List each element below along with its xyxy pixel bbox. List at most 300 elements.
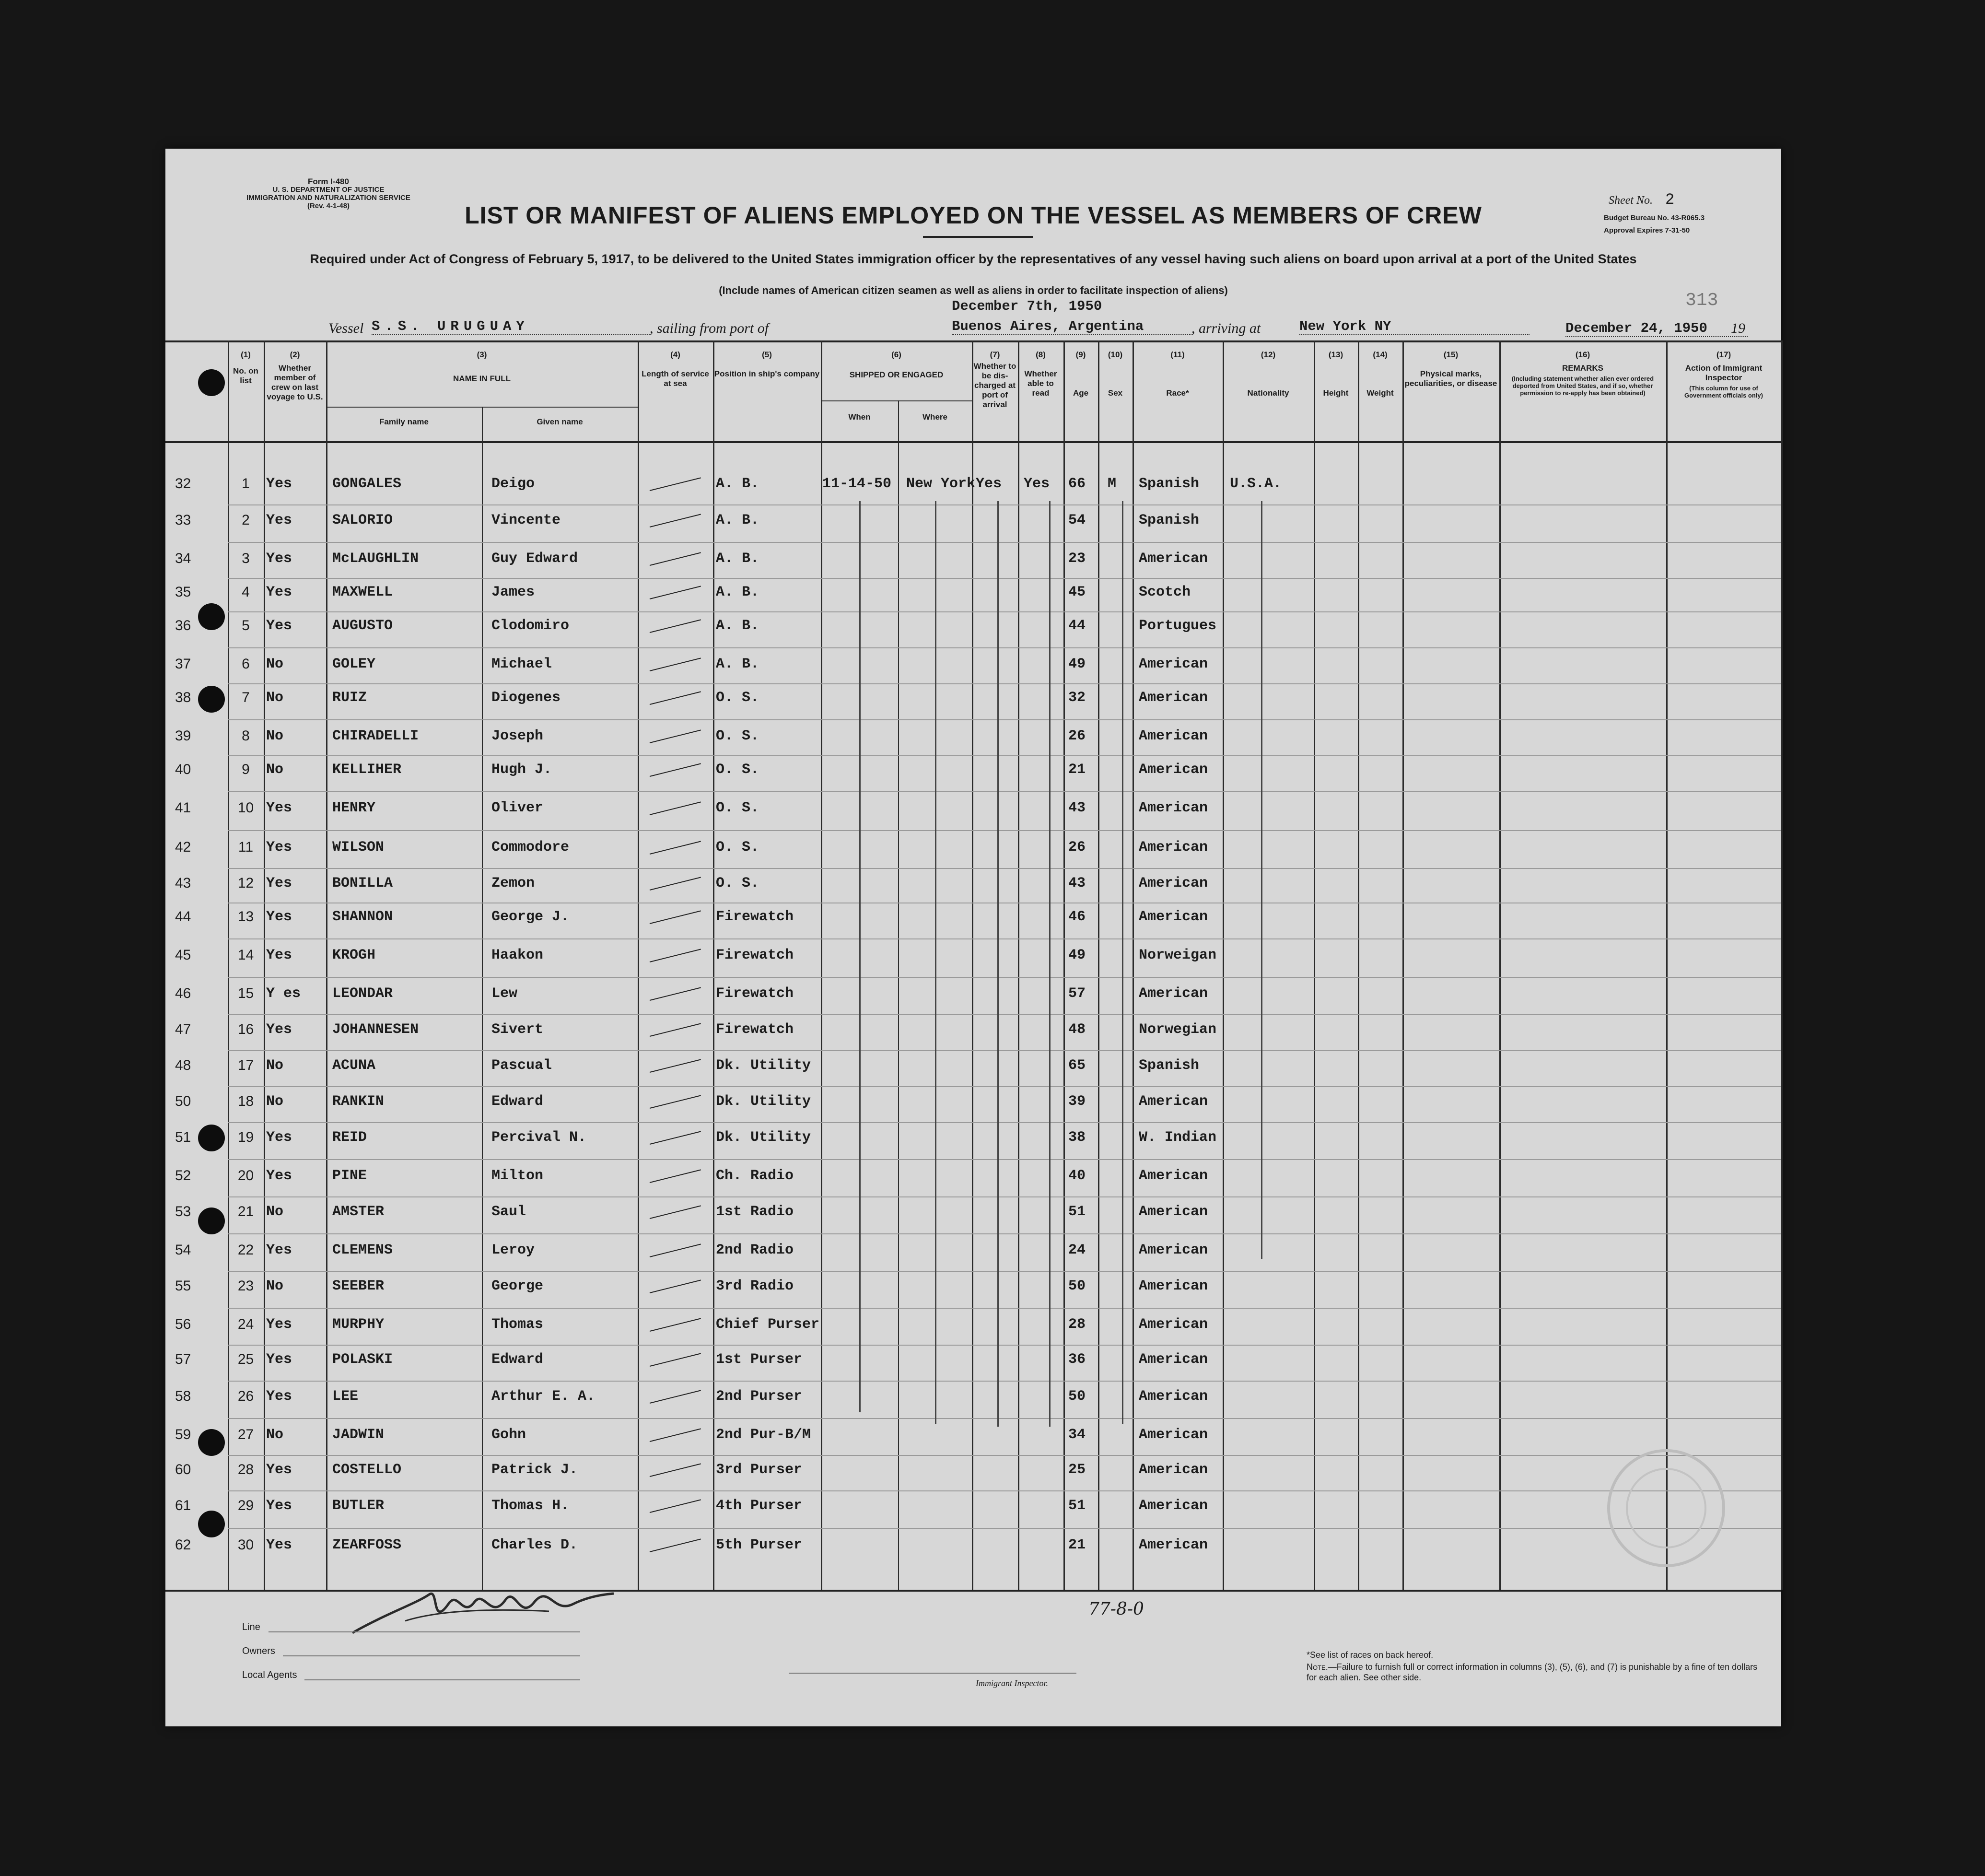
ditto-line [1261, 501, 1262, 1259]
row-margin-number: 37 [175, 656, 191, 672]
col-shipped-number: (6) [891, 350, 901, 359]
col-last-voyage-header [264, 350, 326, 402]
col-weight-number: (14) [1373, 350, 1388, 359]
row-given-name: Clodomiro [491, 618, 570, 634]
row-family-name: WILSON [332, 839, 385, 856]
col-height-header [1314, 350, 1358, 398]
row-position: 4th Purser [716, 1498, 803, 1514]
row-position: 1st Purser [716, 1351, 803, 1368]
row-family-name: GONGALES [332, 476, 402, 492]
col-nationality-header [1223, 350, 1314, 398]
budget-bureau-no: Budget Bureau No. 43-R065.3 [1604, 214, 1705, 222]
col-discharged-header [972, 350, 1018, 410]
ditto-line [935, 501, 936, 1424]
row-family-name: KELLIHER [332, 762, 402, 778]
row-rule [228, 1345, 1781, 1346]
row-family-name: MURPHY [332, 1316, 385, 1333]
row-margin-number: 56 [175, 1316, 191, 1332]
row-list-number: 28 [237, 1462, 254, 1477]
col-service-label: Length of service at sea [642, 369, 709, 388]
col-physical-number: (15) [1443, 350, 1459, 359]
row-race: American [1139, 1242, 1208, 1258]
column-rule [264, 340, 265, 1590]
crew-manifest-sheet [165, 149, 1781, 1726]
row-rule [228, 1490, 1781, 1491]
service-check-mark [650, 1390, 701, 1404]
ditto-line [1049, 501, 1051, 1427]
row-margin-number: 35 [175, 584, 191, 600]
sheet-number-value: 2 [1665, 191, 1675, 209]
binder-hole [198, 603, 225, 630]
binder-hole [198, 1125, 225, 1151]
row-race: American [1139, 839, 1208, 856]
col-where-header: Where [922, 412, 947, 422]
col-service-number: (4) [670, 350, 680, 359]
row-rule [228, 1014, 1781, 1015]
row-last-voyage: Yes [266, 1462, 292, 1478]
service-check-mark [650, 801, 701, 815]
row-position: Ch. Radio [716, 1168, 794, 1184]
row-race: American [1139, 1498, 1208, 1514]
row-rule [228, 647, 1781, 648]
row-race: American [1139, 690, 1208, 706]
row-list-number: 20 [237, 1168, 254, 1184]
shipped-when: 11-14-50 [822, 476, 892, 492]
row-given-name: Charles D. [491, 1537, 578, 1553]
row-age: 51 [1068, 1498, 1086, 1514]
row-family-name: CHIRADELLI [332, 728, 419, 744]
col-discharged-number: (7) [990, 350, 1000, 359]
row-race: American [1139, 1351, 1208, 1368]
row-list-number: 10 [237, 800, 254, 816]
row-list-number: 4 [242, 584, 250, 600]
row-last-voyage: Yes [266, 1168, 292, 1184]
row-race: American [1139, 1168, 1208, 1184]
row-last-voyage: No [266, 1204, 284, 1220]
row-race: American [1139, 1537, 1208, 1553]
row-age: 25 [1068, 1462, 1086, 1478]
row-last-voyage: No [266, 1093, 284, 1110]
row-list-number: 30 [237, 1537, 254, 1553]
able-to-read-value: Yes [1024, 476, 1050, 492]
row-given-name: Deigo [491, 476, 535, 492]
row-family-name: AMSTER [332, 1204, 385, 1220]
row-family-name: SHANNON [332, 909, 393, 925]
row-list-number: 16 [237, 1021, 254, 1037]
row-rule [228, 791, 1781, 792]
row-race: American [1139, 656, 1208, 672]
row-margin-number: 38 [175, 690, 191, 705]
row-position: 3rd Purser [716, 1462, 803, 1478]
service-check-mark [650, 877, 701, 891]
row-last-voyage: Y es [266, 985, 301, 1002]
col-name-number: (3) [477, 350, 487, 359]
row-race: American [1139, 1278, 1208, 1294]
row-position: 2nd Pur-B/M [716, 1427, 811, 1443]
service-check-mark [650, 1169, 701, 1183]
column-rule [1666, 340, 1668, 1590]
manifest-subnote: (Include names of American citizen seamen as well as aliens in order to facilitate inspection of aliens) [719, 284, 1228, 296]
row-last-voyage: Yes [266, 618, 292, 634]
row-race: American [1139, 985, 1208, 1002]
row-position: O. S. [716, 762, 759, 778]
row-age: 50 [1068, 1278, 1086, 1294]
row-rule [228, 504, 1781, 505]
col-read-number: (8) [1036, 350, 1046, 359]
row-rule [228, 611, 1781, 612]
row-position: O. S. [716, 690, 759, 706]
binder-hole [198, 369, 225, 396]
row-rule [228, 1308, 1781, 1309]
row-list-number: 14 [237, 947, 254, 963]
manifest-subtitle: Required under Act of Congress of February 5, 1917, to be delivered to the United States immigration officer by the representatives of any vessel having such aliens on board upon arrival at a port of the United States [310, 252, 1637, 266]
col-action-header [1666, 350, 1781, 399]
row-age: 43 [1068, 875, 1086, 891]
column-rule [1063, 340, 1065, 1590]
row-given-name: Milton [491, 1168, 544, 1184]
row-given-name: Thomas [491, 1316, 544, 1333]
row-race: American [1139, 1316, 1208, 1333]
row-race: American [1139, 1427, 1208, 1443]
row-position: Firewatch [716, 947, 794, 963]
col-position-header [713, 350, 821, 379]
row-race: Spanish [1139, 1057, 1200, 1074]
row-margin-number: 54 [175, 1242, 191, 1258]
row-position: Chief Purser [716, 1316, 820, 1333]
column-rule [326, 340, 327, 1590]
row-given-name: Arthur E. A. [491, 1388, 596, 1405]
row-race: American [1139, 800, 1208, 816]
race-note: *See list of races on back hereof. [1307, 1650, 1434, 1660]
row-age: 66 [1068, 476, 1086, 492]
row-last-voyage: No [266, 762, 284, 778]
row-last-voyage: Yes [266, 839, 292, 856]
row-age: 50 [1068, 1388, 1086, 1405]
sailing-date: December 7th, 1950 [952, 298, 1102, 314]
row-family-name: CLEMENS [332, 1242, 393, 1258]
column-rule [713, 340, 714, 1590]
row-rule [228, 1233, 1781, 1234]
row-rule [228, 938, 1781, 939]
row-position: O. S. [716, 875, 759, 891]
col-sex-header [1098, 350, 1133, 398]
row-age: 26 [1068, 728, 1086, 744]
row-family-name: JOHANNESEN [332, 1021, 419, 1038]
row-rule [228, 1455, 1781, 1456]
row-family-name: LEONDAR [332, 985, 393, 1002]
col-sex-number: (10) [1108, 350, 1123, 359]
row-margin-number: 33 [175, 512, 191, 528]
row-age: 40 [1068, 1168, 1086, 1184]
row-given-name: George J. [491, 909, 570, 925]
shipped-subheader-rule [821, 400, 972, 401]
row-family-name: AUGUSTO [332, 618, 393, 634]
column-rule [1018, 340, 1019, 1590]
row-family-name: SALORIO [332, 512, 393, 528]
binder-hole [198, 1511, 225, 1537]
table-top-rule [165, 340, 1781, 342]
form-revision: (Rev. 4-1-48) [307, 202, 350, 210]
col-height-label: Height [1323, 388, 1349, 398]
failure-note [1307, 1662, 1762, 1683]
row-last-voyage: Yes [266, 1021, 292, 1038]
row-list-number: 3 [242, 551, 250, 566]
col-weight-header [1358, 350, 1402, 398]
row-race: Spanish [1139, 476, 1200, 492]
row-race: American [1139, 1388, 1208, 1405]
col-nationality-label: Nationality [1247, 388, 1289, 398]
row-rule [228, 683, 1781, 684]
service-check-mark [650, 657, 701, 671]
row-last-voyage: No [266, 1057, 284, 1074]
service-check-mark [650, 1243, 701, 1257]
row-given-name: Saul [491, 1204, 526, 1220]
row-position: A. B. [716, 551, 759, 567]
discharged-value: Yes [976, 476, 1002, 492]
department: U. S. DEPARTMENT OF JUSTICE [272, 186, 385, 194]
service-check-mark [650, 1499, 701, 1513]
col-read-header [1018, 350, 1063, 398]
row-list-number: 9 [242, 762, 250, 777]
col-race-header [1133, 350, 1223, 398]
row-race: American [1139, 909, 1208, 925]
row-last-voyage: Yes [266, 1537, 292, 1553]
row-age: 49 [1068, 656, 1086, 672]
row-margin-number: 48 [175, 1057, 191, 1073]
row-family-name: ACUNA [332, 1057, 376, 1074]
row-given-name: Gohn [491, 1427, 526, 1443]
row-family-name: SEEBER [332, 1278, 385, 1294]
row-margin-number: 32 [175, 476, 191, 492]
column-rule [972, 340, 973, 1590]
service-check-mark [650, 763, 701, 777]
service-check-mark [650, 691, 701, 705]
column-rule [1223, 340, 1224, 1590]
row-list-number: 21 [237, 1204, 254, 1219]
row-list-number: 15 [237, 985, 254, 1001]
col-remarks-number: (16) [1575, 350, 1590, 359]
col-last-voyage-number: (2) [290, 350, 300, 359]
sheet-number [1609, 191, 1674, 209]
row-margin-number: 47 [175, 1021, 191, 1037]
col-last-voyage-label: Whether member of crew on last voyage to U.S. [267, 363, 323, 401]
column-rule [821, 340, 822, 1590]
row-last-voyage: No [266, 1278, 284, 1294]
row-last-voyage: Yes [266, 909, 292, 925]
crew-table [165, 340, 1781, 1583]
row-position: 2nd Purser [716, 1388, 803, 1405]
row-rule [228, 1050, 1781, 1051]
col-service-header [638, 350, 713, 388]
row-race: W. Indian [1139, 1129, 1217, 1146]
year-suffix: 19 [1731, 320, 1745, 336]
row-list-number: 5 [242, 618, 250, 633]
row-position: Dk. Utility [716, 1093, 811, 1110]
row-last-voyage: Yes [266, 512, 292, 528]
row-list-number: 18 [237, 1093, 254, 1109]
row-position: A. B. [716, 476, 759, 492]
row-rule [228, 830, 1781, 831]
row-age: 57 [1068, 985, 1086, 1002]
row-family-name: BUTLER [332, 1498, 385, 1514]
col-discharged-label: Whether to be dis-charged at port of arrival [973, 362, 1016, 409]
row-race: American [1139, 1204, 1208, 1220]
stamped-page-number: 313 [1685, 290, 1718, 311]
col-race-number: (11) [1170, 350, 1185, 359]
col-family-name-header: Family name [379, 417, 429, 426]
row-given-name: Oliver [491, 800, 544, 816]
shipped-where: New York [906, 476, 976, 492]
service-check-mark [650, 1205, 701, 1219]
col-shipped-header [821, 350, 972, 380]
row-rule [228, 1086, 1781, 1087]
binder-hole [198, 686, 225, 713]
row-given-name: Leroy [491, 1242, 535, 1258]
service-check-mark [650, 1463, 701, 1477]
row-age: 21 [1068, 1537, 1086, 1553]
arrival-date: December 24, 1950 [1565, 320, 1748, 337]
row-last-voyage: No [266, 1427, 284, 1443]
column-rule [638, 340, 639, 1590]
arriving-label: , arriving at [1191, 320, 1261, 336]
manifest-title: LIST OR MANIFEST OF ALIENS EMPLOYED ON THE VESSEL AS MEMBERS OF CREW [465, 202, 1482, 229]
column-rule [1314, 340, 1315, 1590]
row-rule [228, 1159, 1781, 1160]
row-last-voyage: Yes [266, 1351, 292, 1368]
row-given-name: Zemon [491, 875, 535, 891]
ditto-line [1122, 501, 1123, 1424]
row-family-name: PINE [332, 1168, 367, 1184]
row-margin-number: 43 [175, 875, 191, 891]
row-last-voyage: Yes [266, 800, 292, 816]
failure-note-label: Note. [1307, 1662, 1328, 1672]
service-check-mark [650, 1131, 701, 1145]
col-age-label: Age [1073, 388, 1089, 398]
row-age: 45 [1068, 584, 1086, 600]
row-rule [228, 1271, 1781, 1272]
row-rule [228, 542, 1781, 543]
row-position: 5th Purser [716, 1537, 803, 1553]
row-list-number: 22 [237, 1242, 254, 1258]
col-name-header [326, 350, 638, 384]
sex-value: M [1108, 476, 1117, 492]
row-position: A. B. [716, 618, 759, 634]
col-remarks-header [1499, 350, 1666, 397]
row-age: 46 [1068, 909, 1086, 925]
row-margin-number: 59 [175, 1427, 191, 1442]
approval-expires: Approval Expires 7-31-50 [1604, 226, 1690, 234]
line-fill-rule [269, 1631, 580, 1632]
sailing-label: , sailing from port of [650, 320, 769, 336]
col-given-name-header: Given name [537, 417, 583, 426]
row-last-voyage: No [266, 656, 284, 672]
row-margin-number: 34 [175, 551, 191, 566]
row-given-name: Hugh J. [491, 762, 552, 778]
col-physical-label: Physical marks, peculiarities, or disease [1404, 369, 1497, 388]
inspector-signature-rule [789, 1673, 1076, 1674]
column-rule [1098, 340, 1099, 1590]
row-margin-number: 58 [175, 1388, 191, 1404]
row-age: 26 [1068, 839, 1086, 856]
row-age: 65 [1068, 1057, 1086, 1074]
row-rule [228, 1418, 1781, 1419]
row-position: O. S. [716, 800, 759, 816]
binder-hole [198, 1208, 225, 1234]
row-last-voyage: No [266, 728, 284, 744]
column-rule [1781, 340, 1783, 1590]
row-given-name: Vincente [491, 512, 561, 528]
row-race: American [1139, 551, 1208, 567]
row-list-number: 1 [242, 476, 250, 492]
column-rule [898, 400, 899, 1590]
row-last-voyage: Yes [266, 1242, 292, 1258]
row-age: 43 [1068, 800, 1086, 816]
row-last-voyage: Yes [266, 1498, 292, 1514]
row-rule [228, 1122, 1781, 1123]
col-age-header [1063, 350, 1098, 398]
service-check-mark [650, 1059, 701, 1073]
row-age: 44 [1068, 618, 1086, 634]
row-last-voyage: Yes [266, 584, 292, 600]
row-given-name: Edward [491, 1351, 544, 1368]
row-age: 39 [1068, 1093, 1086, 1110]
row-given-name: Lew [491, 985, 518, 1002]
row-family-name: HENRY [332, 800, 376, 816]
row-age: 28 [1068, 1316, 1086, 1333]
col-when-header: When [848, 412, 871, 422]
row-race: Scotch [1139, 584, 1191, 600]
col-name-label: NAME IN FULL [453, 374, 511, 383]
immigrant-inspector-label: Immigrant Inspector. [976, 1678, 1048, 1688]
row-list-number: 24 [237, 1316, 254, 1332]
service-check-mark [650, 552, 701, 566]
row-position: Dk. Utility [716, 1129, 811, 1146]
col-nationality-number: (12) [1261, 350, 1276, 359]
row-rule [228, 977, 1781, 978]
row-list-number: 29 [237, 1498, 254, 1513]
row-given-name: Sivert [491, 1021, 544, 1038]
row-position: A. B. [716, 512, 759, 528]
binder-hole [198, 1429, 225, 1456]
row-margin-number: 57 [175, 1351, 191, 1367]
sheet-number-label: Sheet No. [1609, 194, 1653, 207]
col-remarks-label: REMARKS [1562, 363, 1603, 373]
row-given-name: Joseph [491, 728, 544, 744]
line-label: Line [242, 1622, 260, 1632]
form-number: Form I-480 [308, 177, 349, 186]
col-height-number: (13) [1328, 350, 1343, 359]
service-check-mark [650, 477, 701, 491]
col-no-header [228, 350, 264, 386]
service-check-mark [650, 949, 701, 962]
service-check-mark [650, 1095, 701, 1109]
col-position-number: (5) [762, 350, 772, 359]
row-given-name: James [491, 584, 535, 600]
col-weight-label: Weight [1366, 388, 1394, 398]
row-position: Dk. Utility [716, 1057, 811, 1074]
row-race: Portugues [1139, 618, 1217, 634]
row-family-name: POLASKI [332, 1351, 393, 1368]
row-race: Norweigan [1139, 947, 1217, 963]
row-age: 54 [1068, 512, 1086, 528]
col-sex-label: Sex [1108, 388, 1123, 398]
vessel-label: Vessel [328, 320, 364, 336]
col-race-label: Race* [1166, 388, 1189, 398]
agents-fill-rule [304, 1679, 580, 1680]
service-check-mark [650, 514, 701, 528]
row-given-name: Guy Edward [491, 551, 578, 567]
col-shipped-label: SHIPPED OR ENGAGED [849, 370, 944, 379]
